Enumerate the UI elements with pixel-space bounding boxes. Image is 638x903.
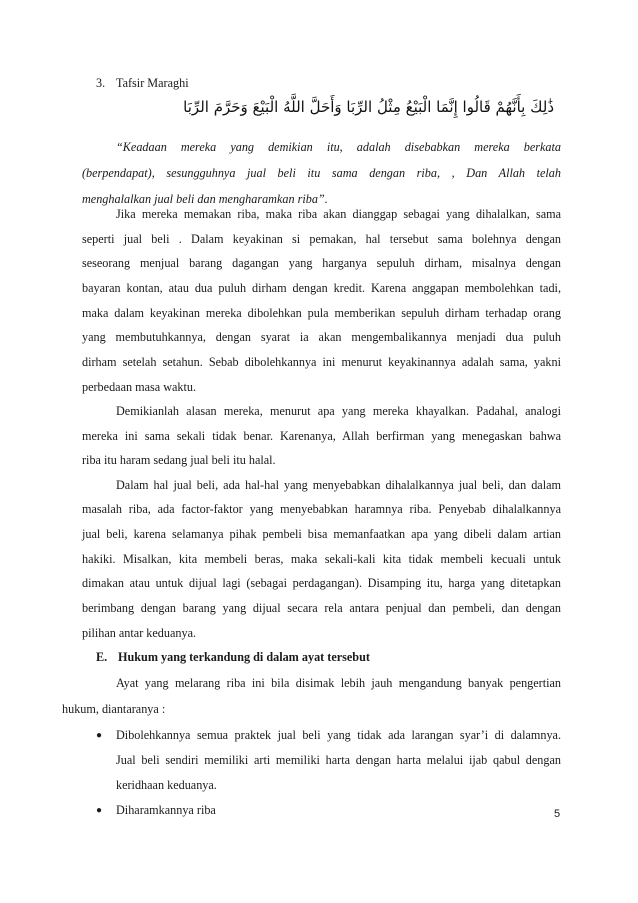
heading-title: Tafsir Maraghi xyxy=(116,76,189,90)
intro-line: hukum, diantaranya : xyxy=(62,702,166,716)
list-item-line: Jual beli sendiri memiliki arti memiliki harta dengan harta melalui ijab qabul dengan xyxy=(116,753,561,767)
bullet-dot-icon: ● xyxy=(96,730,103,741)
paragraph-line: Demikianlah alasan mereka, menurut apa yang mereka khayalkan. Padahal, analogi xyxy=(116,404,561,418)
list-item-line: keridhaan keduanya. xyxy=(116,778,217,792)
paragraph-line: jual beli, karena selamanya pihak pembeli bisa memanfaatkan apa yang dibeli dalam artian xyxy=(82,527,561,541)
page-number: 5 xyxy=(554,808,561,820)
paragraph-line: dirham setelah setahun. Sebab dibolehkannya ini menurut keyakinannya adalah sama, yakni xyxy=(82,355,561,369)
paragraph-line: Dalam hal jual beli, ada hal-hal yang menyebabkan dihalalkannya jual beli, dan dalam xyxy=(116,478,561,492)
paragraph-line: berimbang dengan barang yang dijual secara rela antara penjual dan pembeli, dan dengan xyxy=(82,601,561,615)
section-letter: E. xyxy=(96,650,108,664)
paragraph-line: bayaran kontan, atau dua puluh dirham dengan kredit. Karena anggapan membolehkan tadi, xyxy=(82,281,561,295)
paragraph-line: hakiki. Misalkan, kita membeli beras, maka sekali-kali kita tidak membeli kecuali untuk xyxy=(82,552,561,566)
heading-number: 3. xyxy=(96,76,106,90)
quote-line: (berpendapat), sesungguhnya jual beli itu sama dengan riba, , Dan Allah telah xyxy=(82,166,561,180)
bullet-dot-icon: ● xyxy=(96,805,103,816)
paragraph-line: mereka ini sama sekali tidak benar. Karenanya, Allah berfirman yang menegaskan bahwa xyxy=(82,429,561,443)
quote-line: menghalalkan jual beli dan mengharamkan riba”. xyxy=(82,192,328,206)
paragraph-line: yang membutuhkannya, dengan syarat ia akan mengembalikannya menjadi dua puluh xyxy=(82,330,561,344)
paragraph-line: perbedaan masa waktu. xyxy=(82,380,197,394)
quote-line: “Keadaan mereka yang demikian itu, adalah disebabkan mereka berkata xyxy=(116,140,561,154)
paragraph-line: seseorang menjual barang dagangan yang harganya sepuluh dirham, misalnya dengan xyxy=(82,256,561,270)
arabic-verse: ذَٰلِكَ بِأَنَّهُمْ قَالُوا إِنَّمَا الْبَيْعُ مِثْلُ الرِّبَا وَأَحَلَّ اللَّهُ الْبَيْعَ وَحَرَّمَ الرِّبَا xyxy=(183,98,554,116)
list-item-line: Diharamkannya riba xyxy=(116,803,216,817)
intro-line: Ayat yang melarang riba ini bila disimak lebih jauh mengandung banyak pengertian xyxy=(116,676,561,690)
paragraph-line: riba itu haram sedang jual beli itu halal. xyxy=(82,453,276,467)
paragraph-line: seperti jual beli . Dalam keyakinan si pemakan, hal tersebut sama bolehnya dengan xyxy=(82,232,561,246)
paragraph-line: masalah riba, ada factor-faktor yang menyebabkan haramnya riba. Penyebab dihalalkannya xyxy=(82,502,561,516)
paragraph-line: maka dalam keyakinan mereka dibolehkan pula memberikan sepuluh dirham terhadap orang xyxy=(82,306,561,320)
paragraph-line: dimakan atau untuk dijual lagi (sebagai perdagangan). Disamping itu, harga yang ditetapkan xyxy=(82,576,561,590)
paragraph-line: pilihan antar keduanya. xyxy=(82,626,197,640)
paragraph-line: Jika mereka memakan riba, maka riba akan dianggap sebagai yang dihalalkan, sama xyxy=(116,207,561,221)
section-title: Hukum yang terkandung di dalam ayat tersebut xyxy=(118,650,370,664)
list-item-line: Dibolehkannya semua praktek jual beli yang tidak ada larangan syar’i di dalamnya. xyxy=(116,728,561,742)
